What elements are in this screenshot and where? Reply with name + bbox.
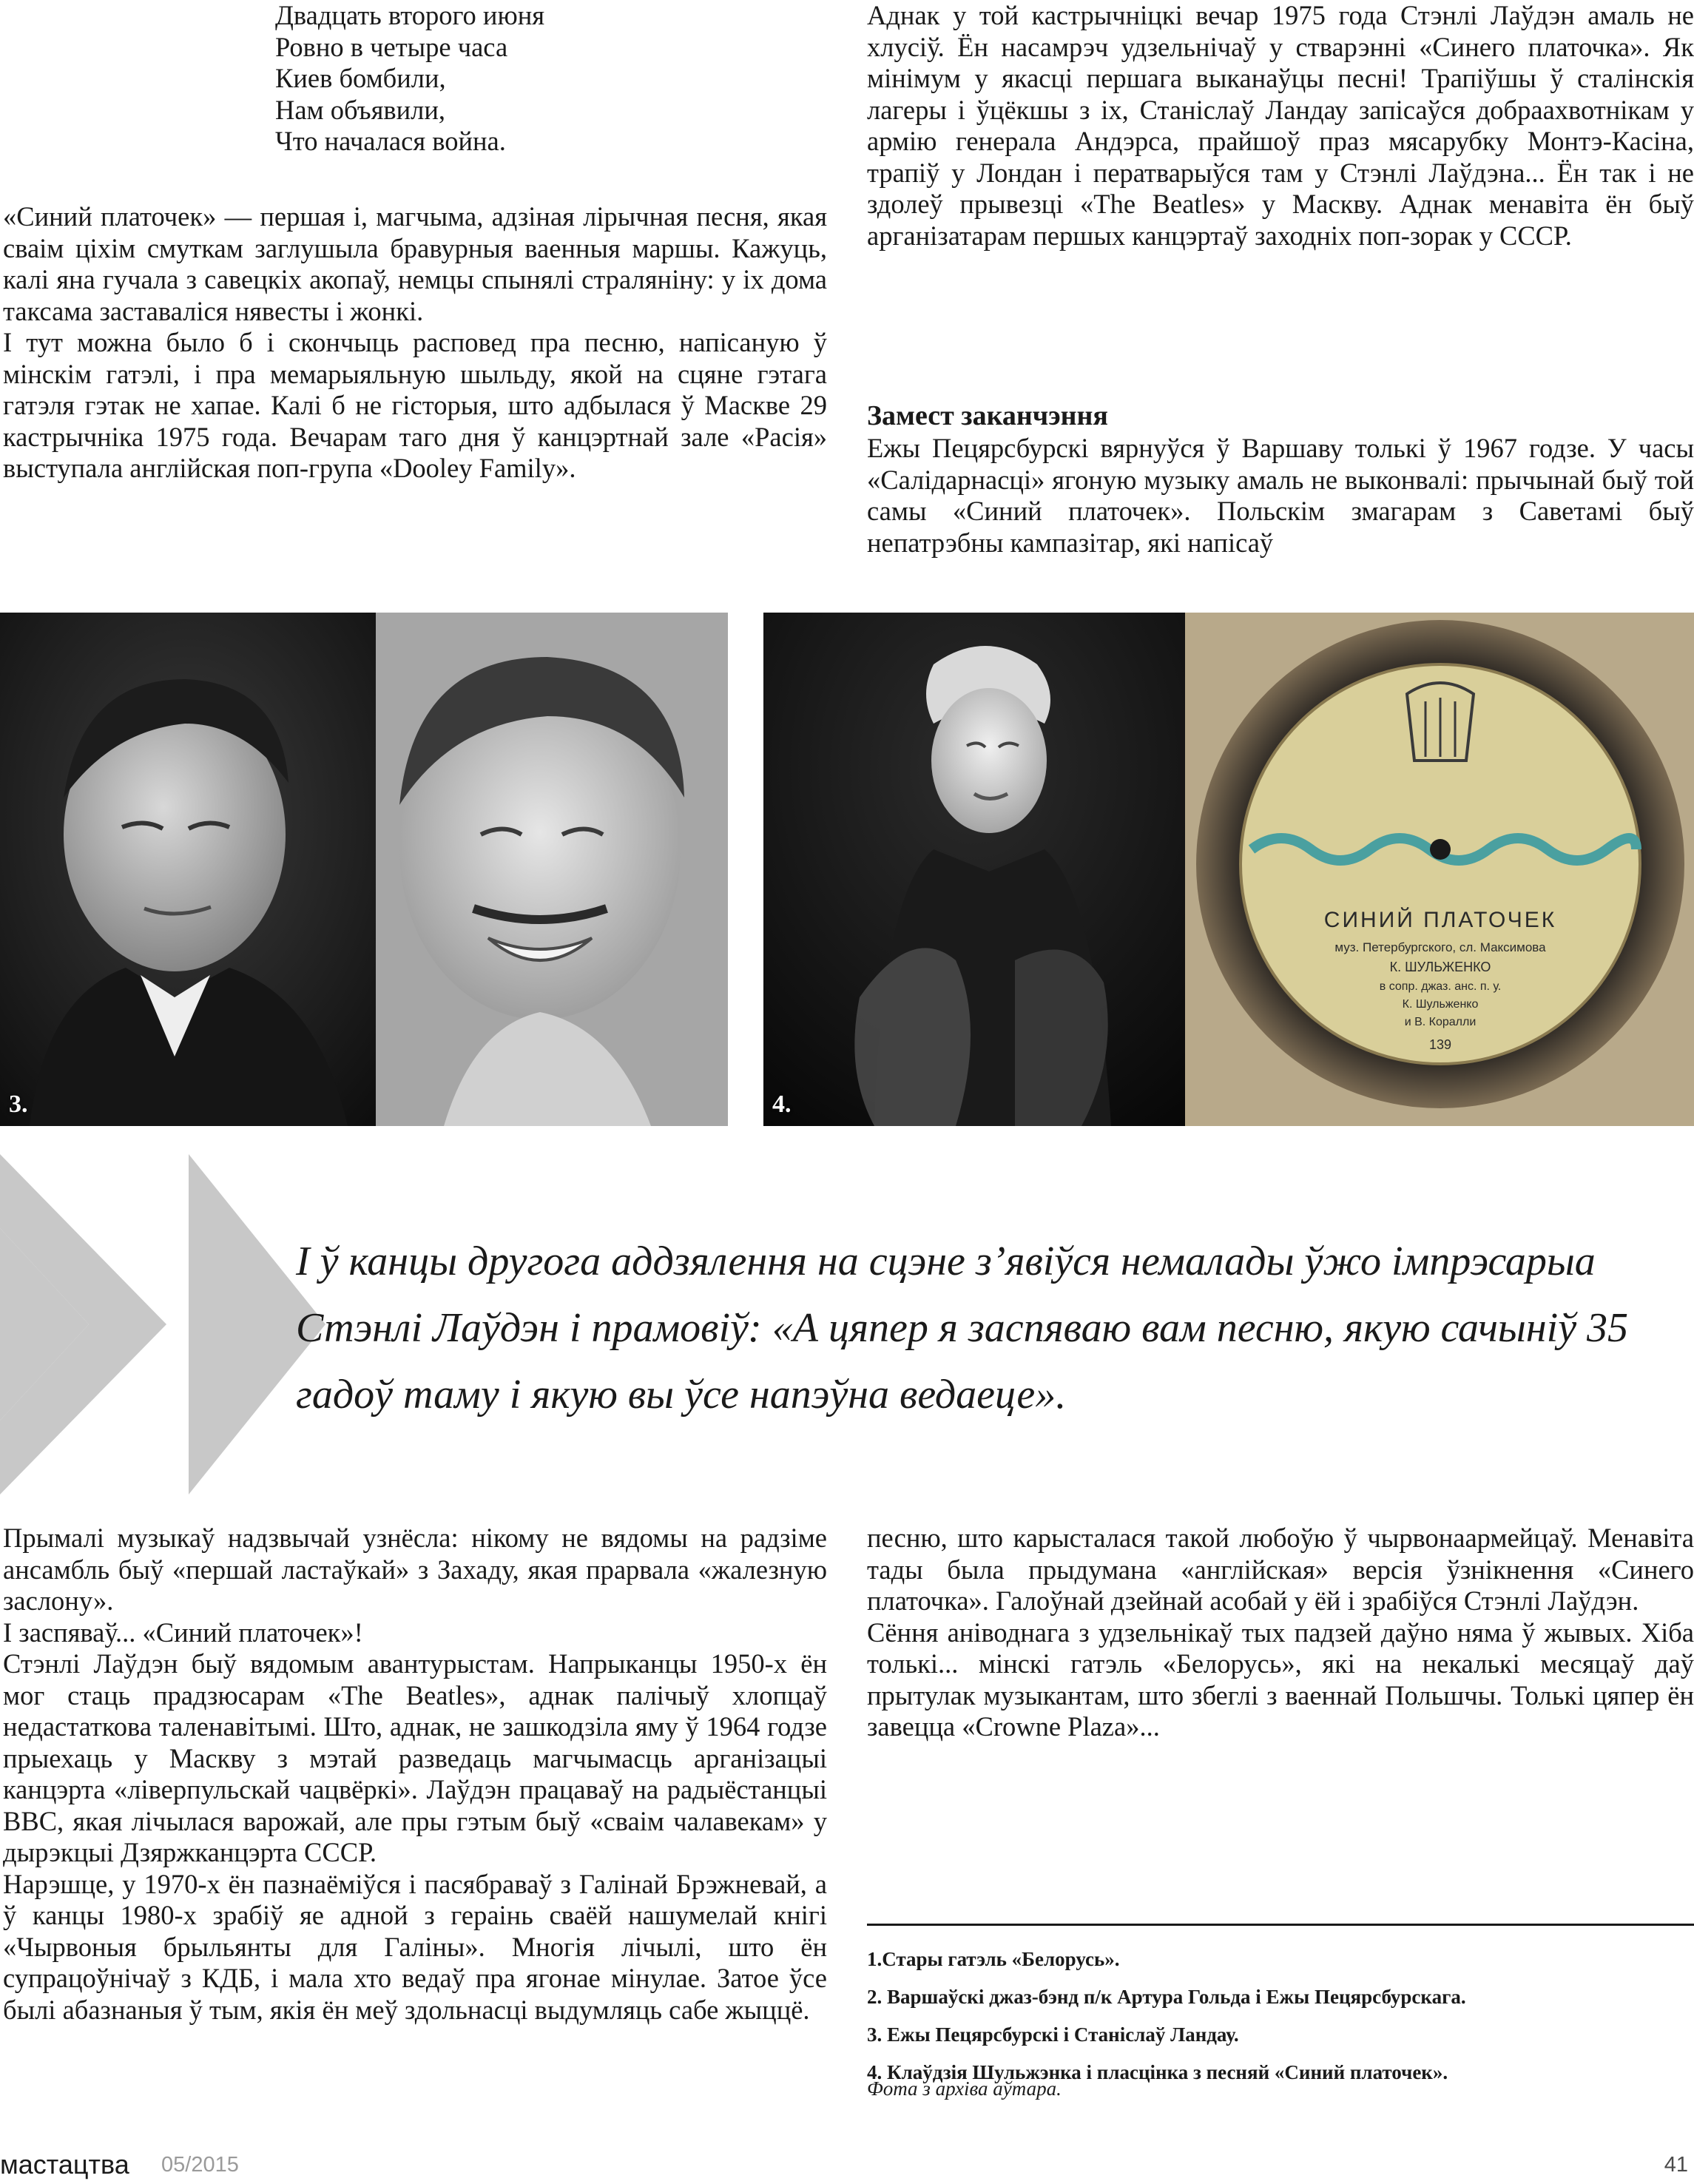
photo-number-label: 4. — [772, 1091, 792, 1118]
record-credit-line: муз. Петербургского, сл. Максимова — [1334, 940, 1546, 954]
paragraph: песню, што карысталася такой любоўю ў чырвонаармейцаў. Менавіта тады была прыдумана «англійская» версія ўзнікнення «Синего платочка». Галоўнай дзейнай асобай у ёй і зрабіўся Стэнлі Лаўдэн. — [867, 1523, 1694, 1616]
photo-portraits — [0, 613, 728, 1126]
paragraph: Нарэшце, у 1970-х ён пазнаёміўся і пасябраваў з Галінай Брэжневай, а ў канцы 1980-х зрабіў яе адной з гераінь сваёй нашумелай кнігі «Чырвоныя брыльянты для Галіны». Многія лічылі, што ён супрацоўнічаў з КДБ, і мала хто ведаў пра ягонае мінулае. Затое ўсе былі абазнаныя ў тым, якія ён меў здольнасці выдумляць сабе жыццё. — [3, 1868, 827, 2025]
portraits-image — [0, 613, 728, 1126]
caption-item: 2. Варшаўскі джаз-бэнд п/к Артура Гольда і Ежы Пецярсбурскага. — [867, 1986, 1466, 2008]
photo-credit: Фота з архіва аўтара. — [867, 2077, 1062, 2100]
poem-line: Киев бомбили, — [275, 63, 446, 93]
paragraph: Ежы Пецярсбурскі вярнуўся ў Варшаву толькі ў 1967 годзе. У часы «Салідарнасці» ягоную музыку амаль не выконвалі: прычынай быў той самы «Синий платочек». Польскім змагарам з Саветамі быў непатрэбны кампазітар, які напісаў — [867, 433, 1694, 558]
pull-quote-text: І ў канцы другога аддзялення на сцэне з’явіўся немалады ўжо імпрэсарыа Стэнлі Лаўдэн і прамовіў: «А цяпер я заспяваю вам песню, якую сачыніў 35 гадоў таму і якую вы ўсе напэўна ведаеце». — [296, 1238, 1629, 1418]
poem — [275, 0, 544, 158]
poem-line: Двадцать второго июня — [275, 0, 545, 30]
paragraph: Аднак у той кастрычніцкі вечар 1975 года Стэнлі Лаўдэн амаль не хлусіў. Ён насамрэч удзельнічаў у стварэнні «Синего платочка». Як мінімум у якасці першага выканаўцы песні! Трапіўшы ў сталінскія лагеры і ўцёкшы з іх, Станіслаў Ландау запісаўся добраахвотнікам у армію генерала Андэрса, прайшоў праз мясарубку Монтэ-Касіна, трапіў у Лондан і ператварыўся там у Стэнлі Лаўдэна... Ён так і не здолеў прывезці «The Beatles» у Маскву. Аднак менавіта ён быў арганізатарам першых канцэртаў заходніх поп-зорак у СССР. — [867, 0, 1694, 251]
photo-number-label: 3. — [9, 1091, 28, 1118]
top-right-column — [867, 0, 1694, 252]
caption-item: 3. Ежы Пецярсбурскі і Станіслаў Ландау. — [867, 2023, 1239, 2046]
record-credit-line: в сопр. джаз. анс. п. у. — [1379, 980, 1502, 993]
paragraph: Стэнлі Лаўдэн быў вядомым авантурыстам. Напрыканцы 1950-х ён мог стаць прадзюсарам «The Beatles», аднак палічыў хлопцаў недастаткова таленавітымі. Што, аднак, не зашкодзіла яму ў 1964 годзе прыехаць у Маскву з мэтай разведаць магчымасць арганізацыі канцэрта «ліверпульскай чацвёркі». Лаўдэн працаваў на радыёстанцыі ВВС, якая лічылася варожай, але пры гэтым быў «сваім чалавекам» у дырэкцыі Дзяржканцэрта СССР. — [3, 1648, 827, 1867]
page-number: 41 — [1664, 2153, 1688, 2177]
paragraph: «Синий платочек» — першая і, магчыма, адзіная лірычная песня, якая сваім ціхім смуткам заглушыла бравурныя ваенныя маршы. Кажуць, калі яна гучала з савецкіх акопаў, немцы спынялі страляніну: у іх дома таксама заставаліся нявесты і жонкі. — [3, 201, 827, 326]
magazine-name: мастацтва — [0, 2149, 129, 2180]
record-title: СИНИЙ ПЛАТОЧЕК — [1323, 908, 1557, 932]
top-left-column — [3, 201, 827, 485]
poem-line: Нам объявили, — [275, 94, 445, 125]
paragraph: І тут можна было б і скончыць расповед пра песню, напісаную ў мінскім гатэлі, і пра мемарыяльную шыльду, якой на сцяне гэтага гатэля гэтак не хапае. Калі б не гісторыя, што адбылася ў Маскве 29 кастрычніка 1975 года. Вечарам таго дня ў канцэртнай зале «Расія» выступала англійская поп-група «Dooley Family». — [3, 327, 827, 483]
record-credit-line: и В. Коралли — [1404, 1016, 1477, 1028]
photo-captions — [867, 1924, 1694, 2092]
poem-line: Что началася война. — [275, 126, 506, 156]
record-number: 139 — [1428, 1037, 1452, 1052]
record-credit-line: К. Шульженко — [1402, 998, 1479, 1011]
top-right-column-continued — [867, 433, 1694, 559]
caption-item: 1.Стары гатэль «Белорусь». — [867, 1948, 1120, 1970]
record-credit-line: К. ШУЛЬЖЕНКО — [1389, 960, 1491, 974]
photo-singer-record — [763, 613, 1694, 1126]
quote-chevron-icon — [0, 1154, 325, 1494]
bottom-left-column — [3, 1523, 827, 2026]
paragraph: Прымалі музыкаў надзвычай узнёсла: нікому не вядомы на радзіме ансамбль быў «першай ластаўкай» з Захаду, якая прарвала «жалезную заслону». — [3, 1523, 827, 1616]
paragraph: І заспяваў... «Синий платочек»! — [3, 1617, 363, 1648]
poem-line: Ровно в четыре часа — [275, 31, 508, 62]
pull-quote — [296, 1228, 1687, 1428]
caption-item: 4. Клаўдзія Шульжэнка і пласцінка з песняй «Синий платочек». — [867, 2061, 1448, 2083]
paragraph: Сёння аніводнага з удзельнікаў тых падзей даўно няма ў жывых. Хіба толькі... мінскі гатэль «Белорусь», які на некалькі месяцаў даў прытулак музыкантам, што збеглі з ваеннай Польшчы. Толькі цяпер ён завецца «Crowne Plaza»... — [867, 1617, 1694, 1742]
bottom-right-column — [867, 1523, 1694, 1743]
issue-number: 05/2015 — [161, 2153, 239, 2177]
section-heading: Замест заканчэння — [867, 400, 1108, 431]
singer-record-image — [763, 613, 1694, 1126]
